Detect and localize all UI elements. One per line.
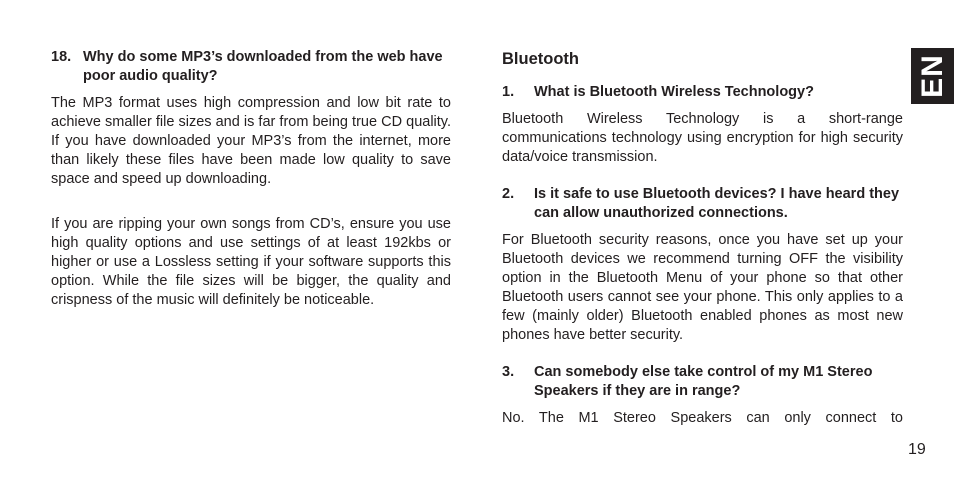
question-text: Can somebody else take control of my M1 Stereo Speakers if they are in range? [534, 364, 873, 399]
question-3 [502, 363, 903, 401]
question-18 [51, 48, 451, 86]
question-number: 18. [51, 49, 72, 65]
question-number: 2. [502, 186, 515, 202]
answer-paragraph: No. The M1 Stereo Speakers can only connect to [502, 410, 903, 426]
answer-paragraph: The MP3 format uses high compression and low bit rate to achieve smaller file sizes and is far from being true CD quality. If you have downloaded your MP3’s from the internet, more than likely these files have been made low quality to save space and speed up downloading. [51, 95, 451, 187]
question-text: Is it safe to use Bluetooth devices? I have heard they can allow unauthorized connections. [534, 186, 900, 221]
question-text: Why do some MP3’s downloaded from the web have poor audio quality? [83, 49, 443, 84]
question-1 [502, 83, 903, 102]
question-number: 3. [502, 364, 515, 380]
language-tab [911, 48, 954, 104]
answer-paragraph: If you are ripping your own songs from CD’s, ensure you use high quality options and use settings of at least 192kbs or higher or use a Lossless setting if your software supports this option. While the file sizes will be bigger, the quality and crispness of the music will definitely be noticeable. [51, 216, 451, 308]
question-number: 1. [502, 84, 515, 100]
left-column [51, 48, 451, 310]
section-heading: Bluetooth [502, 50, 579, 68]
answer-paragraph: Bluetooth Wireless Technology is a short-range communications technology using encryption for high security data/voice transmission. [502, 111, 903, 165]
question-2 [502, 185, 903, 223]
language-label: EN [915, 54, 949, 98]
answer-paragraph: For Bluetooth security reasons, once you have set up your Bluetooth devices we recommend turning OFF the visibility option in the Bluetooth Menu of your phone so that other Bluetooth users cannot see your phone. This only applies to a few (mainly older) Bluetooth enabled phones as most new phones have better security. [502, 232, 903, 343]
question-text: What is Bluetooth Wireless Technology? [534, 84, 814, 100]
right-column [502, 48, 903, 428]
page-number: 19 [908, 441, 926, 458]
